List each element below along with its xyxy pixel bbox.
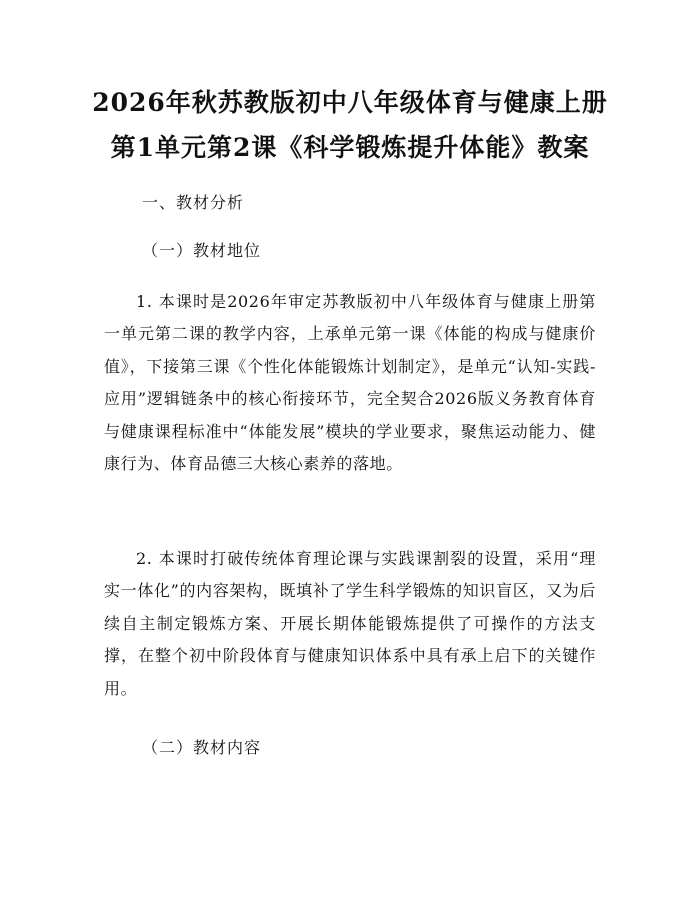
document-title-line-2: 第1单元第2课《科学锻炼提升体能》教案 xyxy=(110,133,590,162)
paragraph-1: 1. 本课时是2026年审定苏教版初中八年级体育与健康上册第一单元第二课的教学内容，上承单元第一课《体能的构成与健康价值》，下接第三课《个性化体能锻炼计划制定》，是单元“认知-实践-应用”逻辑链条中的核心衔接环节，完全契合2026版义务教育体育与健康课程标准中“体能发展”模块的学业要求，聚焦运动能力、健康行为、体育品德三大核心素养的落地。 xyxy=(104,292,596,474)
subsection-heading-textbook-position: （一）教材地位 xyxy=(142,241,262,260)
document-title-line-1: 2026年秋苏教版初中八年级体育与健康上册 xyxy=(92,88,608,117)
section-heading-textbook-analysis: 一、教材分析 xyxy=(142,193,245,212)
subsection-heading-textbook-content: （二）教材内容 xyxy=(142,738,262,757)
paragraph-2: 2. 本课时打破传统体育理论课与实践课割裂的设置，采用“理实一体化”的内容架构，既填补了学生科学锻炼的知识盲区，又为后续自主制定锻炼方案、开展长期体能锻炼提供了可操作的方法支撑，在整个初中阶段体育与健康知识体系中具有承上启下的关键作用。 xyxy=(104,549,596,698)
